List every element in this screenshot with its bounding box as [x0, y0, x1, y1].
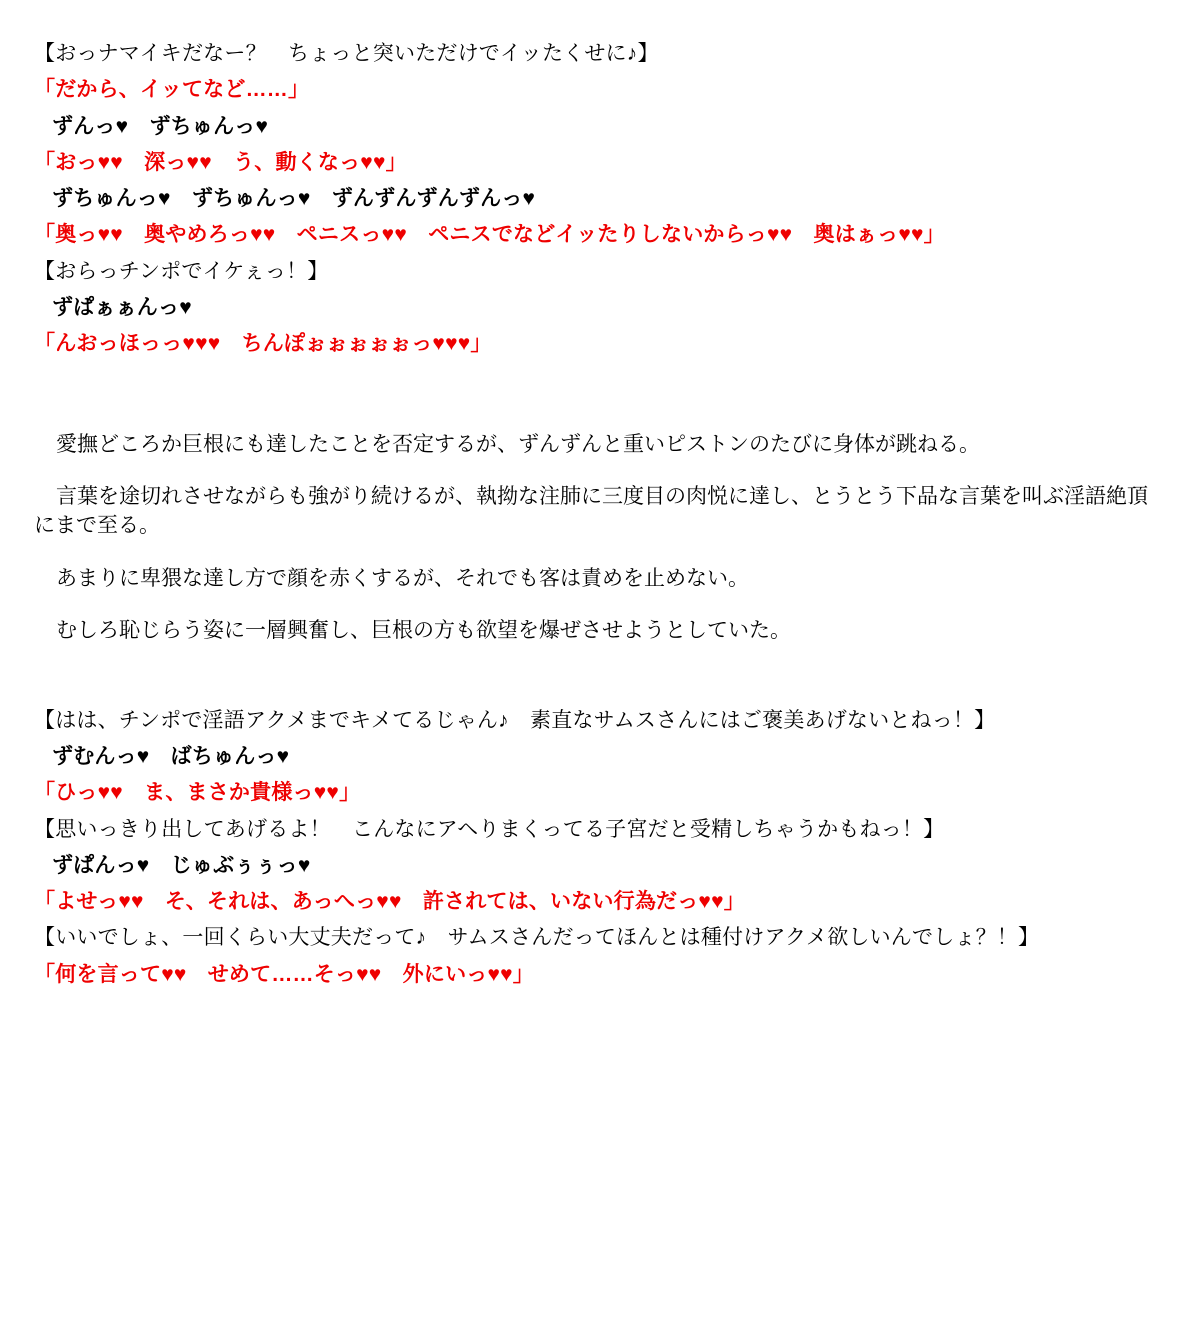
dialogue-line: 「おっ♥♥ 深っ♥♥ う、動くなっ♥♥」 — [34, 150, 407, 174]
dialogue-line: 「だから、イッてなど……」 — [34, 78, 310, 102]
narration-line: むしろ恥じらう姿に一層興奮し、巨根の方も欲望を爆ぜさせようとしていた。 — [56, 619, 791, 643]
bracket-line: 【おらっチンポでイケぇっ！】 — [34, 259, 329, 283]
bracket-line: 【いいでしょ、一回くらい大丈夫だって♪ サムスさんだってほんとは種付けアクメ欲しいんでしょ？！】 — [34, 926, 1040, 950]
dialogue-line: 「ひっ♥♥ ま、まさか貴様っ♥♥」 — [34, 781, 361, 805]
sfx-line: ずんっ♥ ずちゅんっ♥ — [52, 114, 269, 138]
narration-line: あまりに卑猥な達し方で顔を赤くするが、それでも客は責めを止めない。 — [56, 566, 749, 590]
bracket-line: 【はは、チンポで淫語アクメまでキメてるじゃん♪ 素直なサムスさんにはご褒美あげないとねっ！】 — [34, 708, 996, 732]
sfx-line: ずぱぁぁんっ♥ — [52, 296, 192, 320]
paragraph-spacer — [34, 669, 1148, 707]
dialogue-line: 「よせっ♥♥ そ、それは、あっへっ♥♥ 許されては、いない行為だっ♥♥」 — [34, 890, 745, 914]
dialogue-line: 「何を言って♥♥ せめて……そっ♥♥ 外にいっ♥♥」 — [34, 962, 535, 986]
sfx-line: ずちゅんっ♥ ずちゅんっ♥ ずんずんずんずんっ♥ — [52, 187, 536, 211]
narration-line: 愛撫どころか巨根にも達したことを否定するが、ずんずんと重いピストンのたびに身体が跳ねる。 — [56, 432, 980, 456]
text-body — [34, 40, 1148, 997]
bracket-line: 【おっナマイキだなー？ ちょっと突いただけでイッたくせに♪】 — [34, 42, 659, 65]
dialogue-line: 「んおっほっっ♥♥♥ ちんぽぉぉぉぉぉっ♥♥♥」 — [34, 332, 492, 356]
paragraph-spacer — [34, 367, 1148, 409]
bracket-line: 【思いっきり出してあげるよ！ こんなにアヘりまくってる子宮だと受精しちゃうかもねっ！】 — [34, 817, 945, 841]
dialogue-line: 「奥っ♥♥ 奥やめろっ♥♥ ペニスっ♥♥ ペニスでなどイッたりしないからっ♥♥ 奥はぁっ♥♥」 — [34, 223, 945, 247]
sfx-line: ずぱんっ♥ じゅぶぅぅっ♥ — [52, 853, 311, 877]
sfx-line: ずむんっ♥ ばちゅんっ♥ — [52, 744, 290, 768]
narration-line: 言葉を途切れさせながらも強がり続けるが、執拗な注肺に三度目の肉悦に達し、とうとう下品な言葉を叫ぶ淫語絶頂にまで至る。 — [34, 485, 1148, 538]
